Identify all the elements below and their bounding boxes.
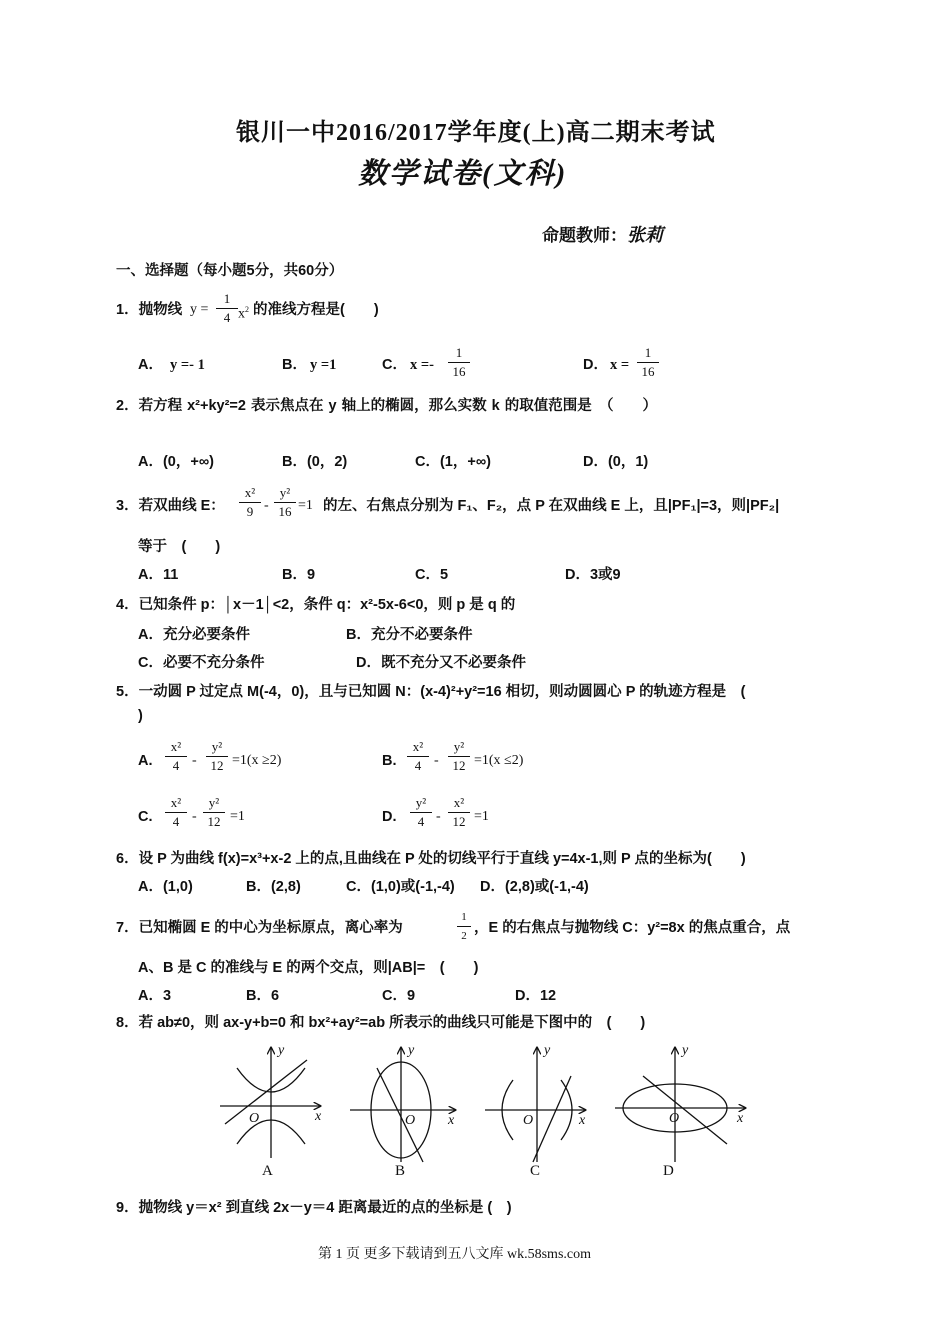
- q2-option-b: B．(0，2): [282, 454, 348, 470]
- q1-c-num: 1: [448, 346, 470, 363]
- graph-label-d: D: [663, 1163, 674, 1179]
- q5-a-minus: -: [192, 753, 197, 768]
- q5-stem-line2: ): [138, 708, 143, 724]
- q3-option-c: C．5: [415, 567, 449, 583]
- author-name: 张莉: [627, 225, 663, 245]
- q5-stem: 5．一动圆 P 过定点 M(-4，0)，且与已知圆 N：(x-4)²+y²=16 相切，则动圆圆心 P 的轨迹方程是 (: [116, 684, 746, 700]
- q4-option-c: C．必要不充分条件: [138, 655, 265, 671]
- q3-option-b: B．9: [282, 567, 316, 583]
- q1-option-d: D．: [583, 357, 608, 373]
- q1-frac-den: 4: [223, 310, 231, 325]
- q1-c-fraction: [448, 346, 470, 379]
- graph-label-b: B: [395, 1163, 406, 1179]
- q3-stem-pre: 3．若双曲线 E：: [116, 498, 225, 514]
- q1-expr: y =: [190, 302, 209, 317]
- q1-option-b: B．: [282, 357, 307, 373]
- section-heading: 一、选择题（每小题5分，共60分）: [116, 263, 344, 279]
- q1-expr-tail: $x^2$: [238, 305, 249, 322]
- q5-b-frac2: $\frac{\text{y²}}{12}$: [448, 740, 470, 773]
- q1-option-c: C．: [382, 357, 407, 373]
- graph-c-o-label: O: [523, 1113, 534, 1128]
- graph-c: [485, 1048, 585, 1162]
- q5-c-frac1: $\frac{\text{x²}}{4}$: [165, 796, 187, 829]
- q5-option-c: C.: [138, 809, 153, 825]
- graph-a: [220, 1048, 320, 1158]
- graph-d-y-label: y: [682, 1043, 689, 1058]
- q3-stem-line2: 等于 ( ): [138, 539, 221, 555]
- graph-b: [350, 1048, 455, 1162]
- graph-c-x-label: x: [579, 1113, 586, 1128]
- q4-option-a: A．充分必要条件: [138, 627, 250, 643]
- q5-option-b: B.: [382, 753, 397, 769]
- q1-option-c-math: x =-: [410, 357, 434, 373]
- author-line: [542, 226, 663, 245]
- q1-d-num: 1: [637, 346, 659, 363]
- q1-fraction: [216, 292, 238, 325]
- q3-stem-post: 的左、右焦点分别为 F₁、F₂，点 P 在双曲线 E 上，且|PF₁|=3，则|PF₂|: [323, 498, 780, 514]
- graph-a-y-label: y: [278, 1043, 285, 1058]
- q8-stem: 8．若 ab≠0，则 ax-y+b=0 和 bx²+ay²=ab 所表示的曲线只可能是下图中的 ( ): [116, 1015, 646, 1031]
- q7-option-d: D．12: [515, 988, 557, 1004]
- q6-option-d: D．(2,8)或(-1,-4): [480, 879, 589, 895]
- q1-d-den: 16: [641, 364, 655, 379]
- page-footer: 第 1 页 更多下载请到五八文库 wk.58sms.com: [318, 1247, 591, 1262]
- q4-stem: 4．已知条件 p：│x－1│<2，条件 q：x²-5x-6<0，则 p 是 q 的: [116, 597, 516, 613]
- q7-stem-pre: 7．已知椭圆 E 的中心为坐标原点，离心率为: [116, 920, 403, 936]
- q5-c-minus: -: [192, 809, 197, 824]
- q2-option-c: C．(1，+∞): [415, 454, 491, 470]
- graph-label-c: C: [530, 1163, 541, 1179]
- graph-a-x-label: x: [315, 1109, 322, 1124]
- q5-option-a: A.: [138, 753, 153, 769]
- q7-option-a: A．3: [138, 988, 172, 1004]
- q6-option-c: C．(1,0)或(-1,-4): [346, 879, 455, 895]
- q5-b-frac1: $\frac{\text{x²}}{4}$: [407, 740, 429, 773]
- q5-a-tail: =1(x ≥2): [232, 753, 282, 768]
- q7-stem-line2: A、B 是 C 的准线与 E 的两个交点，则|AB|= ( ): [138, 960, 479, 976]
- q5-d-minus: -: [436, 809, 441, 824]
- q3-option-a: A．11: [138, 567, 179, 583]
- q5-d-tail: =1: [474, 809, 489, 824]
- q4-option-b: B．充分不必要条件: [346, 627, 473, 643]
- q5-d-frac2: $\frac{\text{x²}}{12}$: [448, 796, 470, 829]
- q2-option-a: A．(0，+∞): [138, 454, 214, 470]
- q4-option-d: D．既不充分又不必要条件: [356, 655, 526, 671]
- q7-fraction: $\frac{1}{2}$: [457, 910, 471, 943]
- q1-option-a: A．: [138, 357, 163, 373]
- q5-b-minus: -: [434, 753, 439, 768]
- q3-frac-2: $\frac{\text{y²}}{16}$: [274, 486, 296, 519]
- q1-frac-num: 1: [216, 292, 238, 309]
- graph-d: [615, 1048, 745, 1162]
- graph-label-a: A: [262, 1163, 273, 1179]
- q5-option-d: D.: [382, 809, 397, 825]
- q2-option-d: D．(0，1): [583, 454, 649, 470]
- q3-eq: =1: [298, 498, 313, 513]
- q5-a-frac1: $\frac{\text{x²}}{4}$: [165, 740, 187, 773]
- q3-minus: -: [264, 498, 269, 513]
- graph-d-x-label: x: [737, 1111, 744, 1126]
- graph-b-y-label: y: [408, 1043, 415, 1058]
- q3-option-d: D．3或9: [565, 567, 621, 583]
- q6-stem: 6．设 P 为曲线 f(x)=x³+x-2 上的点,且曲线在 P 处的切线平行于直线 y=4x-1,则 P 点的坐标为( ): [116, 851, 746, 867]
- q7-option-b: B．6: [246, 988, 280, 1004]
- q1-option-d-math: x =: [610, 357, 630, 373]
- q1-option-b-math: y =1: [310, 357, 337, 373]
- graph-a-o-label: O: [249, 1111, 260, 1126]
- q5-c-tail: =1: [230, 809, 245, 824]
- paper-title: 数学试卷(文科): [358, 158, 568, 190]
- q7-option-c: C．9: [382, 988, 416, 1004]
- q5-b-tail: =1(x ≤2): [474, 753, 524, 768]
- graph-b-x-label: x: [448, 1113, 455, 1128]
- q2-stem: 2．若方程 x²+ky²=2 表示焦点在 y 轴上的椭圆，那么实数 k 的取值范围是 （ ）: [116, 398, 657, 414]
- q6-option-b: B．(2,8): [246, 879, 301, 895]
- author-label: 命题教师：: [542, 226, 627, 245]
- q3-frac-1: $\frac{\text{x²}}{9}$: [239, 486, 261, 519]
- q1-stem-post: 的准线方程是( ): [253, 302, 379, 318]
- q6-option-a: A．(1,0): [138, 879, 193, 895]
- q8-graphs: [215, 1040, 755, 1185]
- school-title: 银川一中2016/2017学年度(上)高二期末考试: [236, 120, 716, 146]
- q1-option-a-math: y =- 1: [170, 357, 205, 373]
- q9-stem: 9．抛物线 y＝x² 到直线 2x－y＝4 距离最近的点的坐标是 ( ): [116, 1200, 512, 1216]
- q1-d-fraction: [637, 346, 659, 379]
- q1-x: x: [238, 306, 245, 322]
- q5-a-frac2: $\frac{\text{y²}}{12}$: [206, 740, 228, 773]
- q1-c-den: 16: [452, 364, 466, 379]
- q5-d-frac1: $\frac{\text{y²}}{4}$: [410, 796, 432, 829]
- graph-b-o-label: O: [405, 1113, 416, 1128]
- q7-stem-post: ，E 的右焦点与抛物线 C：y²=8x 的焦点重合，点: [474, 920, 791, 936]
- q5-c-frac2: $\frac{\text{y²}}{12}$: [203, 796, 225, 829]
- q1-stem-pre: 1．抛物线: [116, 302, 183, 318]
- graph-d-o-label: O: [669, 1111, 680, 1126]
- graph-c-y-label: y: [544, 1043, 551, 1058]
